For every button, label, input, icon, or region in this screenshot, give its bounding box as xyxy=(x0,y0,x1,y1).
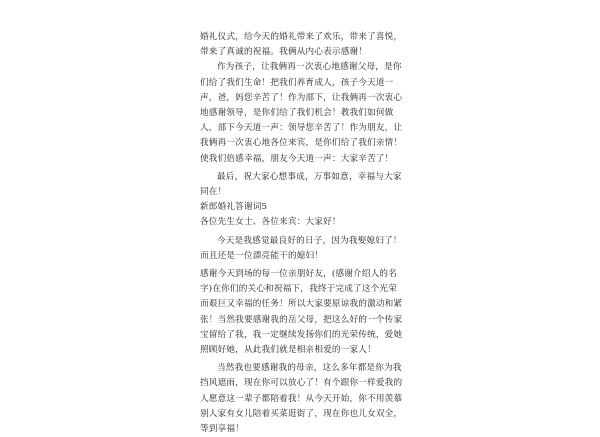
paragraph-best-day: 今天是我感觉最良好的日子，因为我娶媳妇了！而且还是一位漂亮能干的媳妇！ xyxy=(200,235,402,261)
paragraph-thanks-to-guests: 感谢今天到场的每一位亲朋好友，(感谢介绍人的名字)在你们的关心和祝福下，我终于完成了这个光荣而艰巨又幸福的任务！所以大家要原谅我的激动和紧张！当然我要感谢我的岳父母，把这么好的一个传家宝留给了我，我一定继续发扬你们的光荣传统，爱她照顾好她，从此我们就是相亲相爱的一家人！ xyxy=(200,269,403,356)
paragraph-thanks-for-ceremony: 婚礼仪式，给今天的婚礼带来了欢乐，带来了喜悦，带来了真诚的祝福。我俩从内心表示感谢！ xyxy=(200,32,403,58)
paragraph-thanks-to-parents-leaders-friends: 作为孩子，让我俩再一次衷心地感谢父母，是你们给了我们生命！把我们养育成人，孩子今天道一声，爸，妈您辛苦了！作为部下，让我俩再一次衷心地感谢领导，是你们给了我们机会！教我们如何做人，部下今天道一声：领导您辛苦了！作为朋友，让我俩再一次衷心地各位来宾，是你们给了我们亲情！使我们倍感幸福，朋友今天道一声：大家辛苦了！ xyxy=(200,62,403,164)
document-page xyxy=(200,30,405,437)
paragraph-thanks-to-mother: 当然我也要感谢我的母亲，这么多年都是你为我挡风遮雨，现在你可以放心了！有个跟你一样爱我的人愿意这一辈子都陪着我！从今天开始，你不用羡慕别人家有女儿陪着买菜逛街了，现在你也儿女双全，等到享福！ xyxy=(200,363,403,435)
paragraph-closing-wishes: 最后，祝大家心想事成，万事如意，幸福与大家同在！ xyxy=(200,171,402,198)
greeting-line: 各位先生女士、各位来宾：大家好！ xyxy=(200,217,341,228)
section-heading: 新郎婚礼答谢词5 xyxy=(200,202,268,213)
